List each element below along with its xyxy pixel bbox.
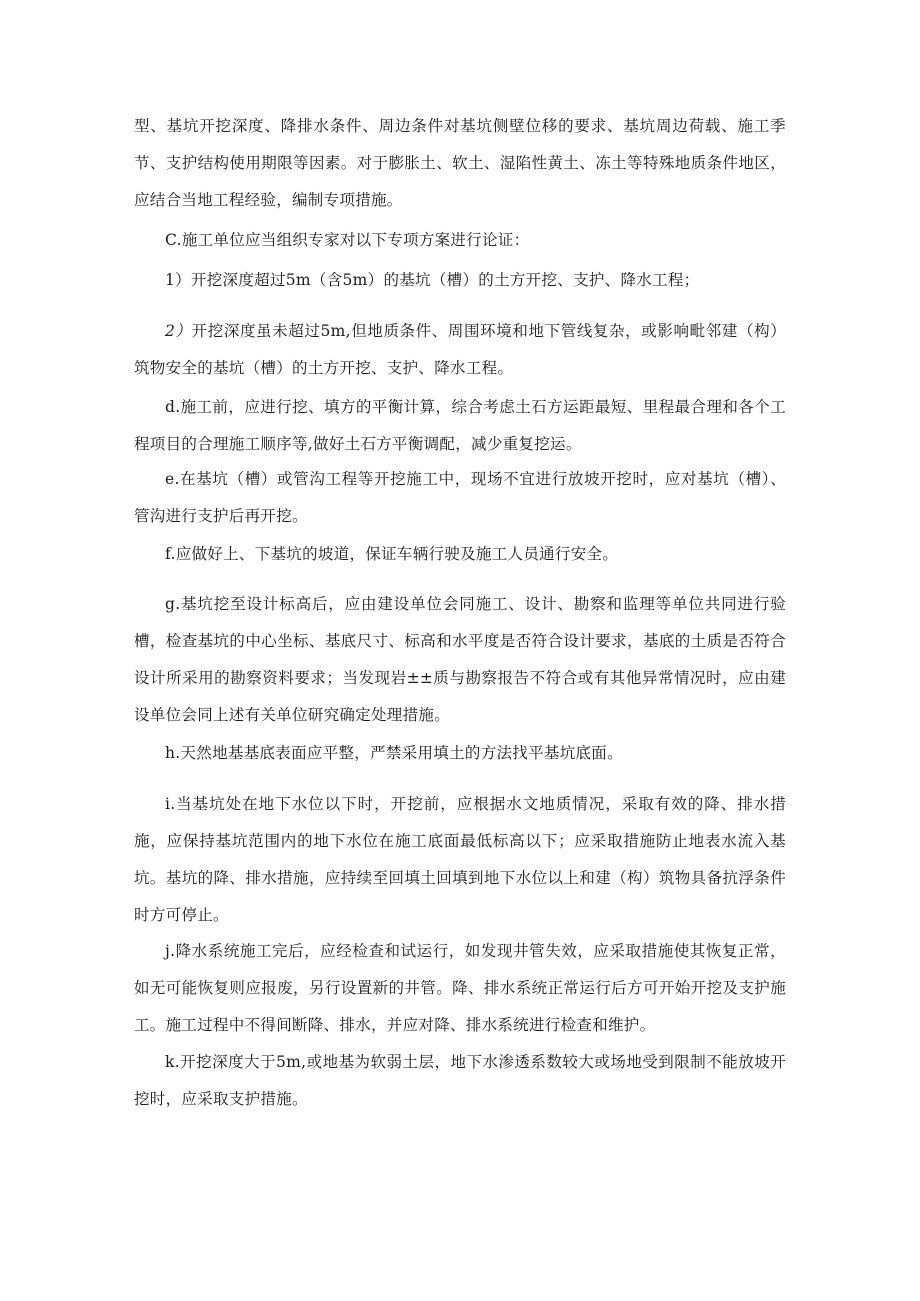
paragraph-continuation: 型、基坑开挖深度、降排水条件、周边条件对基坑侧壁位移的要求、基坑周边荷载、施工季节、支护结构使用期限等因素。对于膨胀土、软土、湿陷性黄土、冻土等特殊地质条件地区，应结合当地工程经验，编制专项措施。 [134,117,786,209]
paragraph-c-item-1: 1）开挖深度超过5m（含5m）的基坑（槽）的土方开挖、支护、降水工程； [165,271,700,289]
paragraph-h: h.天然地基基底表面应平整，严禁采用填土的方法找平基坑底面。 [165,744,623,762]
paragraph-d: d.施工前，应进行挖、填方的平衡计算，综合考虑土石方运距最短、里程最合理和各个工程项目的合理施工顺序等,做好土石方平衡调配，减少重复挖运。 [134,398,786,453]
paragraph-c-item-2 [134,313,786,387]
paragraph-text: 开挖深度虽未超过5m,但地质条件、周围环境和地下管线复杂，或影响毗邻建（构）筑物安全的基坑（槽）的土方开挖、支护、降水工程。 [134,322,786,377]
paragraph-f: f.应做好上、下基坑的坡道，保证车辆行驶及施工人员通行安全。 [165,545,619,563]
paragraph-c: C.施工单位应当组织专家对以下专项方案进行论证： [165,231,530,249]
list-number: 2） [165,322,192,340]
paragraph-i: i.当基坑处在地下水位以下时，开挖前，应根据水文地质情况，采取有效的降、排水措施，应保持基坑范围内的地下水位在施工底面最低标高以下；应采取措施防止地表水流入基坑。基坑的降、排水措施，应持续至回填土回填到地下水位以上和建（构）筑物具备抗浮条件时方可停止。 [134,795,786,924]
paragraph-k: k.开挖深度大于5m,或地基为软弱土层，地下水渗透系数较大或场地受到限制不能放坡开挖时，应采取支护措施。 [134,1053,786,1108]
paragraph-j: j.降水系统施工完后，应经检查和试运行，如发现井管失效，应采取措施使其恢复正常，如无可能恢复则应报废，另行设置新的井管。降、排水系统正常运行后方可开始开挖及支护施工。施工过程中不得间断降、排水，并应对降、排水系统进行检查和维护。 [134,942,786,1034]
paragraph-g: g.基坑挖至设计标高后，应由建设单位会同施工、设计、勘察和监理等单位共同进行验槽，检查基坑的中心坐标、基底尺寸、标高和水平度是否符合设计要求，基底的土质是否符合设计所采用的勘察资料要求；当发现岩±±质与勘察报告不符合或有其他异常情况时，应由建设单位会同上述有关单位研究确定处理措施。 [134,595,786,724]
paragraph-e: e.在基坑（槽）或管沟工程等开挖施工中，现场不宜进行放坡开挖时，应对基坑（槽）、管沟进行支护后再开挖。 [134,470,786,525]
